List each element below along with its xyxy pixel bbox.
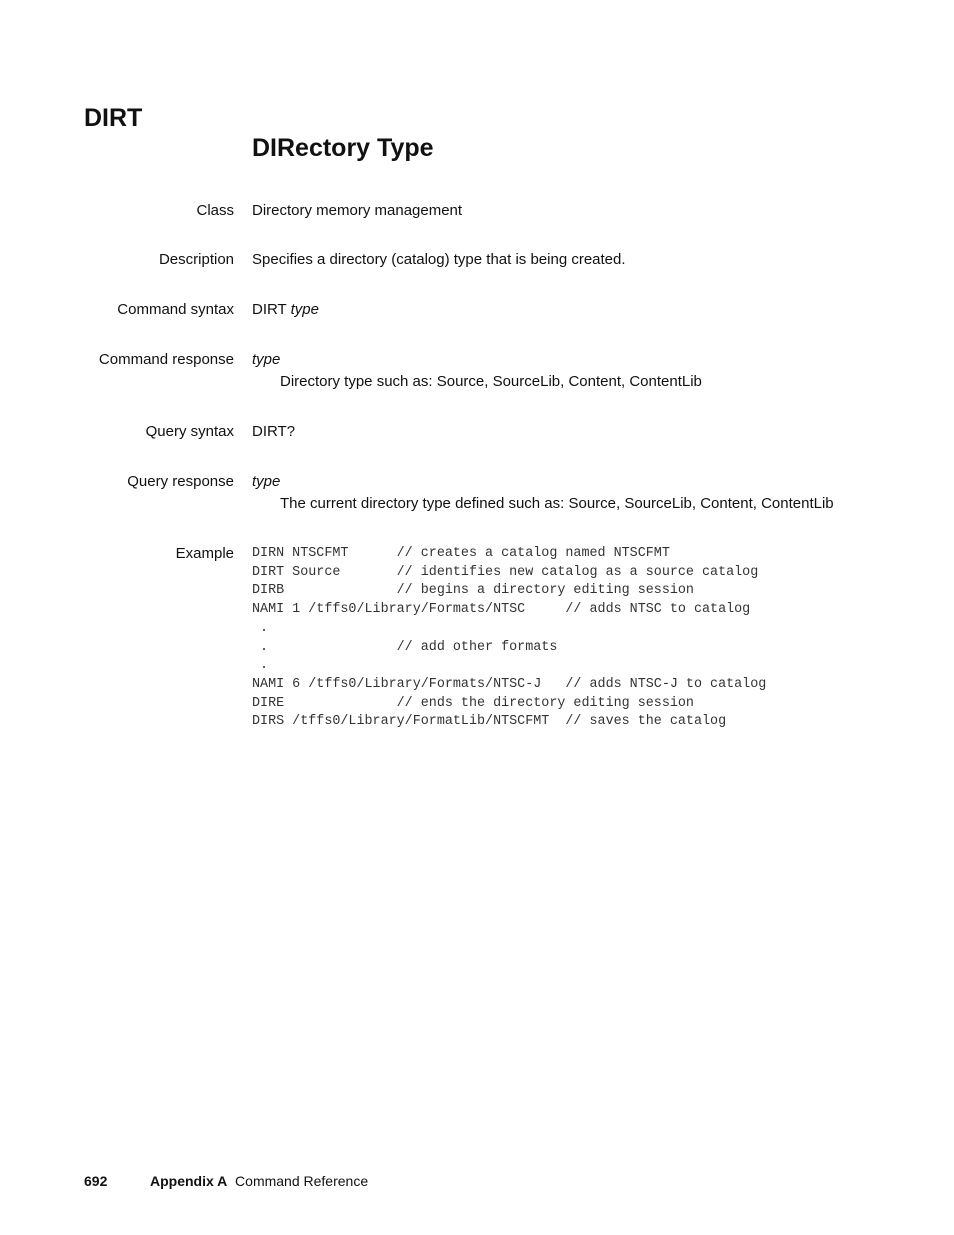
footer-section-title: Command Reference	[235, 1173, 369, 1189]
description-value: Specifies a directory (catalog) type that is being created.	[252, 251, 626, 268]
query-syntax-label: Query syntax	[145, 423, 234, 440]
command-response-label: Command response	[98, 351, 234, 368]
code-line: DIRB // begins a directory editing session	[252, 583, 694, 599]
code-line: .	[252, 620, 269, 636]
code-line: DIRT Source // identifies new catalog as a source catalog	[252, 564, 759, 580]
code-line: DIRN NTSCFMT // creates a catalog named NTSCFMT	[252, 546, 670, 561]
command-syntax-label: Command syntax	[117, 301, 234, 318]
command-syntax-param: type	[290, 301, 319, 318]
command-syntax-cmd: DIRT	[252, 301, 287, 318]
description-label: Description	[158, 251, 234, 268]
code-line: DIRS /tffs0/Library/FormatLib/NTSCFMT // saves the catalog	[252, 714, 727, 730]
class-label: Class	[196, 202, 234, 219]
command-title: DIRectory Type	[252, 134, 434, 162]
command-response-param: type	[252, 351, 281, 368]
footer-section	[150, 1173, 368, 1189]
example-label: Example	[175, 545, 234, 562]
code-line: NAMI 1 /tffs0/Library/Formats/NTSC // adds NTSC to catalog	[252, 602, 751, 618]
command-syntax-value	[252, 299, 319, 321]
query-response-detail: The current directory type defined such as: Source, SourceLib, Content, ContentLib	[280, 495, 834, 512]
page-number: 692	[84, 1173, 108, 1189]
query-syntax-value: DIRT?	[252, 423, 296, 440]
command-name: DIRT	[84, 104, 143, 132]
query-response-param: type	[252, 473, 281, 490]
class-value: Directory memory management	[252, 202, 463, 219]
code-line: DIRE // ends the directory editing session	[252, 695, 694, 711]
example-code	[252, 545, 766, 732]
code-line: NAMI 6 /tffs0/Library/Formats/NTSC-J // adds NTSC-J to catalog	[252, 676, 767, 692]
command-response-detail: Directory type such as: Source, SourceLib, Content, ContentLib	[280, 373, 702, 390]
footer-appendix: Appendix A	[150, 1173, 228, 1189]
code-line: . // add other formats	[252, 639, 558, 655]
code-line: .	[252, 658, 269, 674]
query-response-label: Query response	[127, 473, 234, 490]
